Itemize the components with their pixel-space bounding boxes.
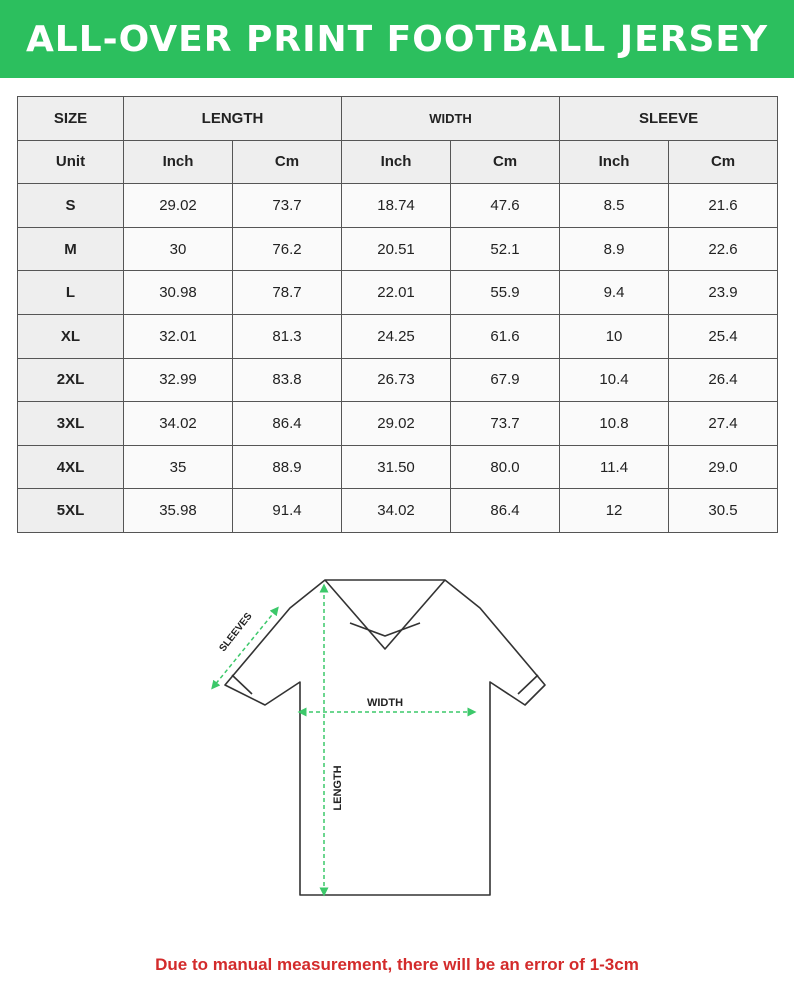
measurement-cell: 27.4 — [669, 402, 778, 446]
sleeves-label: SLEEVES — [217, 610, 255, 655]
header-row — [18, 97, 778, 141]
measurement-cell: 10.8 — [560, 402, 669, 446]
unit-row — [18, 140, 778, 184]
size-header: SIZE — [18, 97, 124, 141]
measurement-cell: 18.74 — [342, 184, 451, 228]
table-row — [18, 445, 778, 489]
jersey-diagram — [200, 570, 560, 920]
length-header: LENGTH — [124, 97, 342, 141]
measurement-cell: 29.0 — [669, 445, 778, 489]
measurement-cell: 24.25 — [342, 314, 451, 358]
unit-cell: Inch — [124, 140, 233, 184]
measurement-cell: 8.5 — [560, 184, 669, 228]
measurement-cell: 9.4 — [560, 271, 669, 315]
measurement-cell: 61.6 — [451, 314, 560, 358]
measurement-cell: 88.9 — [233, 445, 342, 489]
jersey-outline — [225, 580, 545, 895]
measurement-cell: 25.4 — [669, 314, 778, 358]
measurement-cell: 12 — [560, 489, 669, 533]
table-row — [18, 489, 778, 533]
measurement-cell: 21.6 — [669, 184, 778, 228]
measurement-cell: 30.98 — [124, 271, 233, 315]
measurement-cell: 52.1 — [451, 227, 560, 271]
measurement-cell: 55.9 — [451, 271, 560, 315]
table-row — [18, 358, 778, 402]
unit-label: Unit — [18, 140, 124, 184]
measurement-cell: 76.2 — [233, 227, 342, 271]
measurement-cell: 34.02 — [124, 402, 233, 446]
unit-cell: Cm — [451, 140, 560, 184]
measurement-cell: 67.9 — [451, 358, 560, 402]
size-cell: 3XL — [18, 402, 124, 446]
table-row — [18, 227, 778, 271]
length-label: LENGTH — [332, 765, 344, 811]
measurement-cell: 73.7 — [451, 402, 560, 446]
measurement-cell: 22.6 — [669, 227, 778, 271]
measurement-cell: 91.4 — [233, 489, 342, 533]
measurement-cell: 34.02 — [342, 489, 451, 533]
measurement-cell: 86.4 — [451, 489, 560, 533]
measurement-cell: 30 — [124, 227, 233, 271]
measurement-cell: 73.7 — [233, 184, 342, 228]
measurement-cell: 11.4 — [560, 445, 669, 489]
table-row — [18, 402, 778, 446]
measurement-cell: 80.0 — [451, 445, 560, 489]
measurement-cell: 35 — [124, 445, 233, 489]
table-row — [18, 314, 778, 358]
measurement-cell: 26.73 — [342, 358, 451, 402]
measurement-cell: 20.51 — [342, 227, 451, 271]
page-title: ALL-OVER PRINT FOOTBALL JERSEY — [25, 18, 769, 60]
sleeve-header: SLEEVE — [560, 97, 778, 141]
size-cell: M — [18, 227, 124, 271]
measurement-cell: 23.9 — [669, 271, 778, 315]
size-chart-table — [17, 96, 778, 533]
measurement-note: Due to manual measurement, there will be an error of 1-3cm — [155, 955, 639, 974]
measurement-cell: 83.8 — [233, 358, 342, 402]
table-row — [18, 184, 778, 228]
size-cell: S — [18, 184, 124, 228]
unit-cell: Cm — [233, 140, 342, 184]
size-cell: 5XL — [18, 489, 124, 533]
measurement-cell: 35.98 — [124, 489, 233, 533]
measurement-cell: 22.01 — [342, 271, 451, 315]
table-row — [18, 271, 778, 315]
width-header: WIDTH — [342, 97, 560, 141]
measurement-cell: 30.5 — [669, 489, 778, 533]
measurement-cell: 32.99 — [124, 358, 233, 402]
measurement-cell: 10.4 — [560, 358, 669, 402]
unit-cell: Inch — [342, 140, 451, 184]
width-label: WIDTH — [366, 697, 404, 709]
unit-cell: Inch — [560, 140, 669, 184]
size-cell: L — [18, 271, 124, 315]
measurement-cell: 32.01 — [124, 314, 233, 358]
measurement-cell: 31.50 — [342, 445, 451, 489]
measurement-cell: 78.7 — [233, 271, 342, 315]
measurement-cell: 10 — [560, 314, 669, 358]
size-cell: 2XL — [18, 358, 124, 402]
size-cell: XL — [18, 314, 124, 358]
measurement-cell: 26.4 — [669, 358, 778, 402]
measurement-cell: 8.9 — [560, 227, 669, 271]
unit-cell: Cm — [669, 140, 778, 184]
measurement-cell: 47.6 — [451, 184, 560, 228]
measurement-cell: 81.3 — [233, 314, 342, 358]
title-banner — [0, 0, 794, 78]
measurement-cell: 29.02 — [124, 184, 233, 228]
size-cell: 4XL — [18, 445, 124, 489]
measurement-cell: 29.02 — [342, 402, 451, 446]
measurement-cell: 86.4 — [233, 402, 342, 446]
